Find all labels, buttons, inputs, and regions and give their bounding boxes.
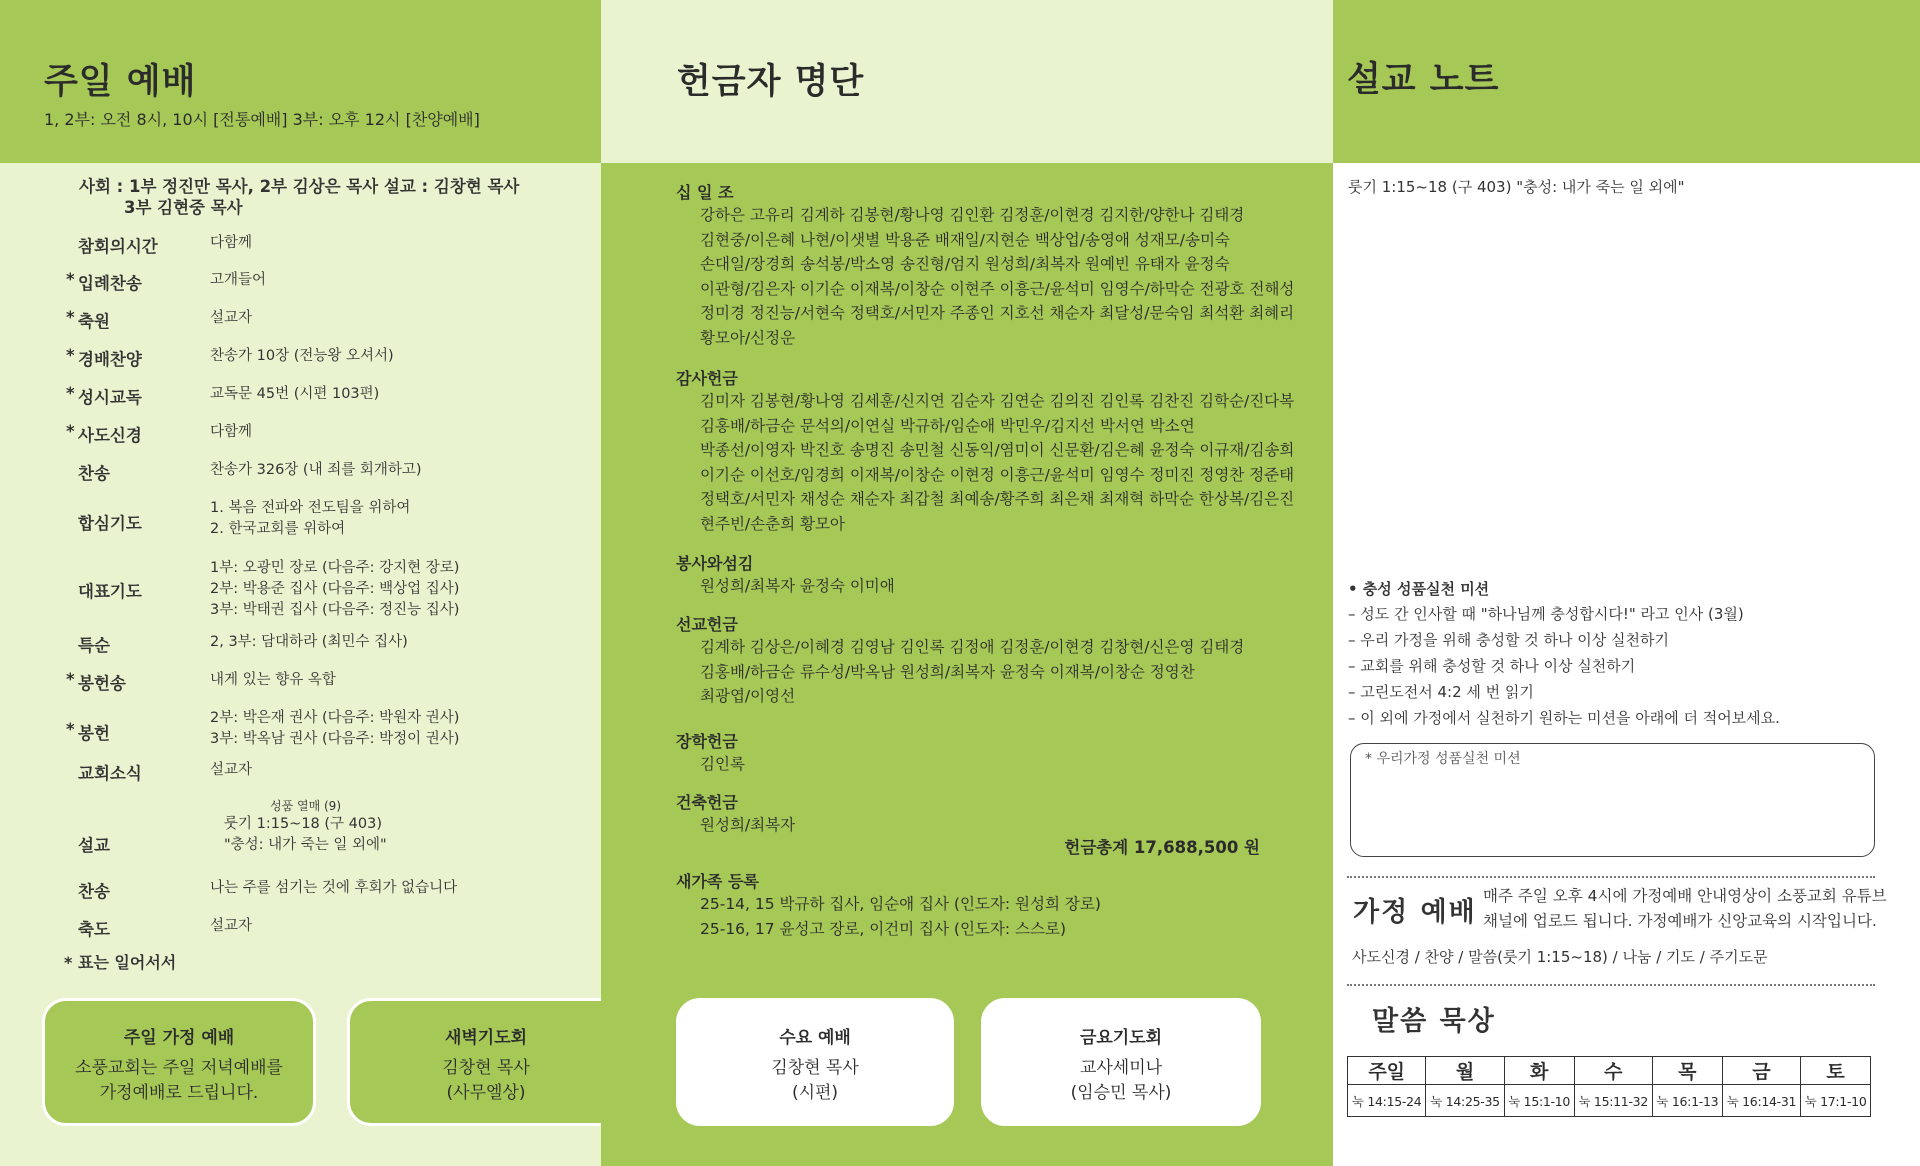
- order-item-name: * 봉헌: [78, 720, 110, 744]
- offering-title: 헌금자 명단: [677, 62, 865, 102]
- offering-section-title: 봉사와섬김: [676, 554, 754, 573]
- offering-section: [676, 729, 1276, 777]
- order-item-line: 내게 있는 향유 옥합: [210, 672, 336, 688]
- order-item-line: 설교자: [210, 310, 253, 326]
- home-worship-description: [1483, 884, 1887, 934]
- offering-names-line: 김계하 김상은/이혜경 김영남 김인록 김정애 김정훈/이현경 김창현/신은영 김태경: [700, 638, 1245, 656]
- offering-names-line: 원성희/최복자 윤정숙 이미애: [700, 577, 895, 595]
- mission-title: • 충성 성품실천 미션: [1348, 580, 1490, 598]
- day-cell: 월: [1426, 1057, 1504, 1085]
- offering-names-line: 강하은 고유리 김계하 김봉현/황나영 김인환 김정훈/이현경 김지한/양한나 김태경: [700, 206, 1245, 224]
- mission-item: – 이 외에 가정에서 실천하기 원하는 미션을 아래에 더 적어보세요.: [1348, 709, 1780, 727]
- order-item-name: 참회의시간: [78, 237, 158, 256]
- officers-line2: 3부 김현중 목사: [124, 198, 243, 217]
- order-item-name: * 축원: [78, 308, 110, 332]
- scripture-ref-cell: 눅 15:11-32: [1574, 1085, 1652, 1117]
- offering-names-line: 김현중/이은혜 나현/이샛별 박용준 배재일/지현순 백상업/송영애 성재모/송미숙: [700, 230, 1230, 249]
- order-item-value: [210, 308, 252, 329]
- box-title: 수요 예배: [779, 1028, 851, 1048]
- order-item-value: [210, 233, 252, 254]
- order-item-name: 찬송: [78, 464, 110, 483]
- dawn-prayer-box: [347, 998, 625, 1126]
- box-title: 새벽기도회: [444, 1028, 528, 1048]
- box-line: (사무엘상): [446, 1083, 526, 1103]
- order-item-line: 다함께: [210, 424, 253, 440]
- order-item-value: [210, 558, 459, 621]
- order-item-line: 2부: 박용준 집사 (다음주: 백상업 집사): [210, 581, 460, 597]
- offering-names-line: 이기순 이선호/임경희 이재복/이창순 이현정 이흥근/윤석미 임영수 정미진 정영찬 정준태: [700, 465, 1295, 484]
- order-item-line: "충성: 내가 죽는 일 외에": [224, 837, 387, 853]
- scripture-ref-cell: 눅 14:25-35: [1426, 1085, 1504, 1117]
- sermon-notes-header: [1333, 0, 1920, 163]
- worship-header: [0, 0, 601, 163]
- order-item-name: 설교: [78, 836, 110, 855]
- order-item-line: 찬송가 326장 (내 죄를 회개하고): [210, 462, 422, 478]
- order-item-value: [210, 422, 252, 443]
- bible-reading-table: [1347, 1056, 1871, 1117]
- day-cell: 화: [1504, 1057, 1574, 1085]
- family-mission-writing-box[interactable]: [1350, 743, 1875, 857]
- worship-officers: [79, 176, 519, 218]
- order-item-line: 3부: 박옥남 권사 (다음주: 박정이 권사): [210, 731, 460, 747]
- offering-names-line: 손대일/장경희 송석봉/박소영 송진형/엄지 원성희/최복자 원예빈 유태자 윤정숙: [700, 255, 1230, 273]
- offering-names-line: 박종선/이영자 박진호 송명진 송민철 신동익/염미이 신문환/김은혜 윤정숙 이규재/김송희: [700, 441, 1295, 459]
- offering-section-title: 십 일 조: [676, 183, 734, 202]
- order-item-name: * 성시교독: [78, 384, 142, 408]
- box-line: (임승민 목사): [1070, 1083, 1172, 1103]
- sermon-notes-title: 설교 노트: [1347, 60, 1500, 100]
- scripture-ref-cell: 눅 14:15-24: [1348, 1085, 1426, 1117]
- sermon-scripture: 룻기 1:15~18 (구 403) "충성: 내가 죽는 일 외에": [1348, 178, 1685, 196]
- days-row: [1348, 1057, 1871, 1085]
- offering-names-line: 황모아/신정운: [700, 328, 796, 347]
- offering-names-line: 원성희/최복자: [700, 816, 796, 834]
- day-cell: 목: [1652, 1057, 1722, 1085]
- day-cell: 수: [1574, 1057, 1652, 1085]
- offering-section: [676, 180, 1295, 350]
- offering-names-line: 김미자 김봉현/황나영 김세훈/신지연 김순자 김연순 김의진 김인록 김찬진 김학순/진다복: [700, 392, 1295, 410]
- officers-line1: 사회 : 1부 정진만 목사, 2부 김상은 목사 설교 : 김창현 목사: [79, 177, 520, 196]
- offering-names-line: 이관형/김은자 이기순 이재복/이창순 이현주 이흥근/윤석미 임영수/하막순 전광호 전해성: [700, 279, 1295, 298]
- order-item-name: * 입례찬송: [78, 270, 142, 294]
- standing-footnote: * 표는 일어서서: [64, 953, 177, 972]
- refs-row: [1348, 1085, 1871, 1117]
- order-item-value: [210, 760, 252, 781]
- offering-section: [676, 790, 1276, 838]
- mission-item: – 성도 간 인사할 때 "하나님께 충성합시다!" 라고 인사 (3월): [1348, 605, 1744, 623]
- mission-item: – 고린도전서 4:2 세 번 읽기: [1348, 683, 1534, 701]
- divider: [1347, 984, 1875, 986]
- offering-names-line: 정택호/서민자 채성순 채순자 최갑철 최예송/황주희 최은채 최재혁 하막순 한상복/김은진: [700, 490, 1295, 508]
- offering-names-line: 최광엽/이영선: [700, 687, 796, 705]
- sunday-home-worship-box: [42, 998, 316, 1126]
- offering-names-line: 김홍배/하금순 문석의/이연실 박규하/임순애 박민우/김지선 박서연 박소연: [700, 416, 1195, 435]
- box-line: (시편): [791, 1083, 839, 1103]
- order-item-value: [210, 798, 387, 856]
- day-cell: 토: [1801, 1057, 1871, 1085]
- order-item-line: 1부: 오광민 장로 (다음주: 강지현 장로): [210, 560, 460, 576]
- wednesday-worship-box: [676, 998, 954, 1126]
- order-item-name: 찬송: [78, 882, 110, 901]
- order-item-name: * 경배찬양: [78, 346, 142, 370]
- mission-item: – 교회를 위해 충성할 것 하나 이상 실천하기: [1348, 657, 1636, 675]
- home-desc-line: 매주 주일 오후 4시에 가정예배 안내영상이 소풍교회 유튜브: [1483, 887, 1887, 905]
- box-title: 금요기도회: [1079, 1028, 1163, 1048]
- order-item-value: [210, 916, 252, 937]
- order-item-value: [210, 384, 379, 405]
- order-item-line: 2. 한국교회를 위하여: [210, 521, 346, 537]
- offering-section-title: 장학헌금: [676, 732, 738, 751]
- order-item-name: * 사도신경: [78, 422, 142, 446]
- home-worship-title: 가정 예배: [1353, 897, 1477, 928]
- mission-list: [1348, 601, 1780, 731]
- offering-section: [676, 869, 1276, 941]
- box-line: 교사세미나: [1079, 1058, 1163, 1078]
- offering-names-line: 김인록: [700, 755, 745, 773]
- meditation-title: 말씀 묵상: [1372, 1006, 1496, 1037]
- order-item-value: [210, 346, 394, 367]
- order-item-name: 대표기도: [78, 582, 142, 601]
- box-title: 주일 가정 예배: [123, 1028, 235, 1048]
- order-item-value: [210, 270, 266, 291]
- offering-section: [676, 612, 1276, 709]
- offering-section: [676, 551, 1276, 599]
- worship-times: 1, 2부: 오전 8시, 10시 [전통예배] 3부: 오후 12시 [찬양예배]: [44, 110, 480, 129]
- box-line: 김창현 목사: [442, 1058, 530, 1078]
- box-line: 가정예배로 드립니다.: [99, 1083, 259, 1103]
- offering-header: [601, 0, 1333, 163]
- divider: [1347, 876, 1875, 878]
- offering-names-line: 25-16, 17 윤성고 장로, 이건미 집사 (인도자: 스스로): [700, 919, 1066, 938]
- order-item-line: 2, 3부: 담대하라 (최민수 집사): [210, 634, 408, 650]
- order-item-name: 특순: [78, 636, 110, 655]
- sermon-series: 성품 열매 (9): [270, 799, 341, 813]
- scripture-ref-cell: 눅 15:1-10: [1504, 1085, 1574, 1117]
- order-item-value: [210, 670, 336, 691]
- offering-names-line: 현주빈/손춘희 황모아: [700, 514, 845, 533]
- home-worship-order: 사도신경 / 찬양 / 말씀(룻기 1:15~18) / 나눔 / 기도 / 주기도문: [1352, 948, 1768, 966]
- order-item-value: [210, 632, 408, 653]
- offering-names-line: 김홍배/하금순 류수성/박옥남 원성희/최복자 윤정숙 이재복/이창순 정영찬: [700, 662, 1195, 681]
- order-item-value: [210, 708, 459, 750]
- box-line: 소풍교회는 주일 저녁예배를: [75, 1058, 283, 1078]
- order-item-line: 다함께: [210, 235, 253, 251]
- box-line: 김창현 목사: [771, 1058, 859, 1078]
- order-item-line: 3부: 박태권 집사 (다음주: 정진능 집사): [210, 602, 460, 618]
- scripture-ref-cell: 눅 16:14-31: [1722, 1085, 1800, 1117]
- offering-total: 헌금총계 17,688,500 원: [1064, 838, 1260, 857]
- scripture-ref-cell: 눅 16:1-13: [1652, 1085, 1722, 1117]
- mission-item: – 우리 가정을 위해 충성할 것 하나 이상 실천하기: [1348, 631, 1669, 649]
- worship-title: 주일 예배: [44, 62, 197, 102]
- day-cell: 주일: [1348, 1057, 1426, 1085]
- order-item-value: [210, 878, 457, 899]
- order-item-line: 룻기 1:15~18 (구 403): [224, 816, 382, 832]
- order-item-value: [210, 460, 422, 481]
- scripture-ref-cell: 눅 17:1-10: [1801, 1085, 1871, 1117]
- family-mission-label: * 우리가정 성품실천 미션: [1365, 751, 1521, 767]
- offering-section-title: 건축헌금: [676, 793, 738, 812]
- order-item-line: 설교자: [210, 762, 253, 778]
- order-item-line: 교독문 45번 (시편 103편): [210, 386, 380, 402]
- day-cell: 금: [1722, 1057, 1800, 1085]
- order-item-line: 설교자: [210, 918, 253, 934]
- order-item-line: 나는 주를 섬기는 것에 후회가 없습니다: [210, 880, 458, 896]
- order-item-value: [210, 498, 410, 540]
- home-desc-line: 채널에 업로드 됩니다. 가정예배가 신앙교육의 시작입니다.: [1483, 912, 1877, 930]
- order-item-name: 합심기도: [78, 514, 142, 533]
- offering-section: [676, 366, 1295, 536]
- offering-section-title: 선교헌금: [676, 615, 738, 634]
- order-item-line: 2부: 박은재 권사 (다음주: 박원자 권사): [210, 710, 460, 726]
- order-item-line: 찬송가 10장 (전능왕 오셔서): [210, 348, 394, 364]
- offering-names-line: 25-14, 15 박규하 집사, 임순애 집사 (인도자: 원성희 장로): [700, 895, 1101, 913]
- order-item-line: 고개들어: [210, 272, 267, 288]
- order-item-name: 교회소식: [78, 764, 142, 783]
- offering-section-title: 감사헌금: [676, 369, 738, 388]
- order-item-line: 1. 복음 전파와 전도팀을 위하여: [210, 500, 411, 516]
- order-item-name: * 봉헌송: [78, 670, 126, 694]
- order-item-name: 축도: [78, 920, 110, 939]
- friday-prayer-box: [981, 998, 1261, 1126]
- offering-names-line: 정미경 정진능/서현숙 정택호/서민자 주종인 지호선 채순자 최달성/문숙임 최석환 최혜리: [700, 304, 1295, 322]
- offering-section-title: 새가족 등록: [676, 872, 759, 891]
